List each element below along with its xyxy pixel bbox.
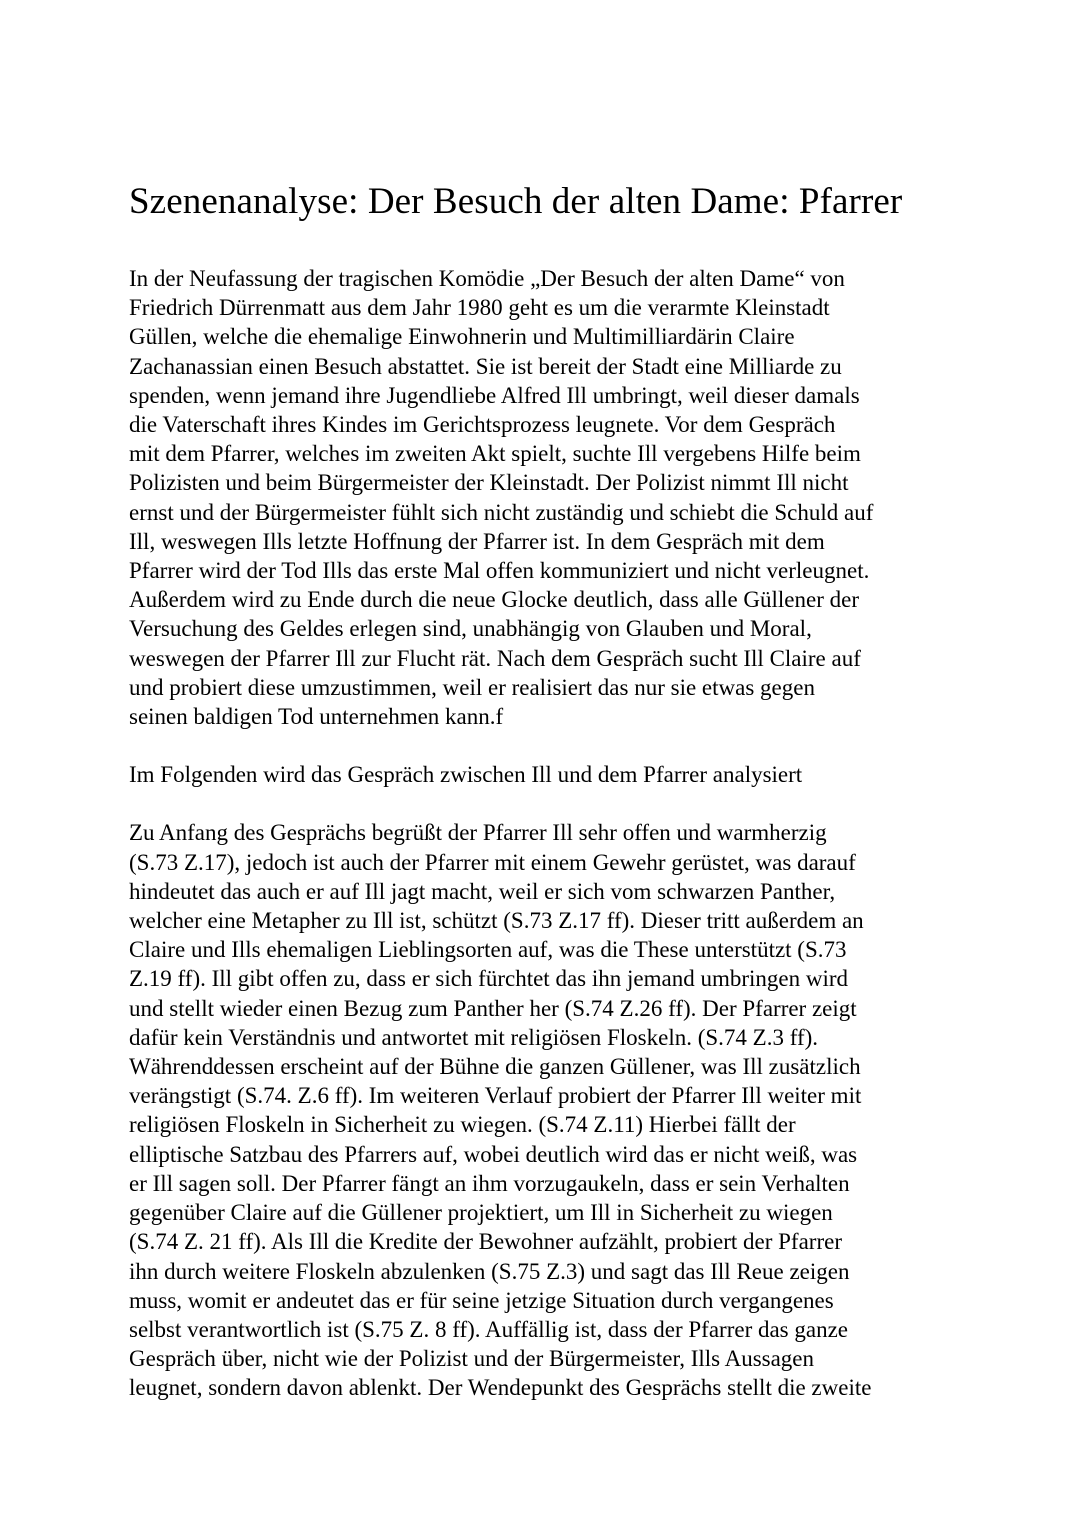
- text-line: Im Folgenden wird das Gespräch zwischen Ill und dem Pfarrer analysiert: [129, 762, 803, 788]
- text-line: Friedrich Dürrenmatt aus dem Jahr 1980 geht es um die verarmte Kleinstadt: [129, 295, 830, 321]
- text-line: Außerdem wird zu Ende durch die neue Glocke deutlich, dass alle Güllener der: [129, 587, 859, 613]
- document-page: [129, 180, 965, 1432]
- text-line: In der Neufassung der tragischen Komödie „Der Besuch der alten Dame“ von: [129, 266, 845, 291]
- text-line: elliptische Satzbau des Pfarrers auf, wobei deutlich wird das er nicht weiß, was: [129, 1141, 858, 1167]
- text-line: dafür kein Verständnis und antwortet mit religiösen Floskeln. (S.74 Z.3 ff).: [129, 1024, 819, 1050]
- text-line: (S.74 Z. 21 ff). Als Ill die Kredite der Bewohner aufzählt, probiert der Pfarrer: [129, 1229, 842, 1255]
- text-line: und probiert diese umzustimmen, weil er realisiert das nur sie etwas gegen: [129, 674, 815, 700]
- transition-paragraph: [129, 760, 965, 789]
- text-line: selbst verantwortlich ist (S.75 Z. 8 ff). Auffällig ist, dass der Pfarrer das ganze: [129, 1316, 849, 1342]
- text-line: muss, womit er andeutet das er für seine jetzige Situation durch vergangenes: [129, 1287, 834, 1313]
- text-line: (S.73 Z.17), jedoch ist auch der Pfarrer mit einem Gewehr gerüstet, was darauf: [129, 849, 856, 875]
- text-line: seinen baldigen Tod unternehmen kann.f: [129, 704, 504, 730]
- text-line: Polizisten und beim Bürgermeister der Kleinstadt. Der Polizist nimmt Ill nicht: [129, 470, 849, 496]
- text-line: und stellt wieder einen Bezug zum Panther her (S.74 Z.26 ff). Der Pfarrer zeigt: [129, 995, 857, 1021]
- text-line: Gespräch über, nicht wie der Polizist und der Bürgermeister, Ills Aussagen: [129, 1346, 815, 1372]
- intro-paragraph: [129, 264, 965, 731]
- text-line: spenden, wenn jemand ihre Jugendliebe Alfred Ill umbringt, weil dieser damals: [129, 382, 860, 408]
- text-line: Währenddessen erscheint auf der Bühne die ganzen Güllener, was Ill zusätzlich: [129, 1054, 861, 1080]
- text-line: hindeutet das auch er auf Ill jagt macht, weil er sich vom schwarzen Panther,: [129, 878, 836, 904]
- text-line: Z.19 ff). Ill gibt offen zu, dass er sich fürchtet das ihn jemand umbringen wird: [129, 966, 848, 992]
- text-line: die Vaterschaft ihres Kindes im Gerichtsprozess leugnete. Vor dem Gespräch: [129, 412, 836, 438]
- text-line: religiösen Floskeln in Sicherheit zu wiegen. (S.74 Z.11) Hierbei fällt der: [129, 1112, 796, 1138]
- text-line: Zachanassian einen Besuch abstattet. Sie ist bereit der Stadt eine Milliarde zu: [129, 353, 842, 379]
- text-line: Pfarrer wird der Tod Ills das erste Mal offen kommuniziert und nicht verleugnet.: [129, 558, 870, 584]
- text-line: weswegen der Pfarrer Ill zur Flucht rät. Nach dem Gespräch sucht Ill Claire auf: [129, 645, 861, 671]
- analysis-paragraph: [129, 818, 965, 1402]
- text-line: Claire und Ills ehemaligen Lieblingsorten auf, was die These unterstützt (S.73: [129, 937, 847, 963]
- text-line: leugnet, sondern davon ablenkt. Der Wendepunkt des Gesprächs stellt die zweite: [129, 1375, 872, 1401]
- document-title: Szenenanalyse: Der Besuch der alten Dame: Pfarrer: [129, 181, 903, 222]
- text-line: gegenüber Claire auf die Güllener projektiert, um Ill in Sicherheit zu wiegen: [129, 1200, 833, 1226]
- text-line: welcher eine Metapher zu Ill ist, schützt (S.73 Z.17 ff). Dieser tritt außerdem an: [129, 908, 864, 934]
- text-line: verängstigt (S.74. Z.6 ff). Im weiteren Verlauf probiert der Pfarrer Ill weiter mit: [129, 1083, 862, 1109]
- text-line: ernst und der Bürgermeister fühlt sich nicht zuständig und schiebt die Schuld auf: [129, 499, 874, 525]
- text-line: ihn durch weitere Floskeln abzulenken (S.75 Z.3) und sagt das Ill Reue zeigen: [129, 1258, 850, 1284]
- text-line: Ill, weswegen Ills letzte Hoffnung der Pfarrer ist. In dem Gespräch mit dem: [129, 528, 825, 554]
- text-line: er Ill sagen soll. Der Pfarrer fängt an ihm vorzugaukeln, dass er sein Verhalten: [129, 1170, 850, 1196]
- text-line: Güllen, welche die ehemalige Einwohnerin und Multimilliardärin Claire: [129, 324, 795, 350]
- text-line: mit dem Pfarrer, welches im zweiten Akt spielt, suchte Ill vergebens Hilfe beim: [129, 441, 861, 467]
- text-line: Zu Anfang des Gesprächs begrüßt der Pfarrer Ill sehr offen und warmherzig: [129, 820, 827, 846]
- text-line: Versuchung des Geldes erlegen sind, unabhängig von Glauben und Moral,: [129, 616, 812, 642]
